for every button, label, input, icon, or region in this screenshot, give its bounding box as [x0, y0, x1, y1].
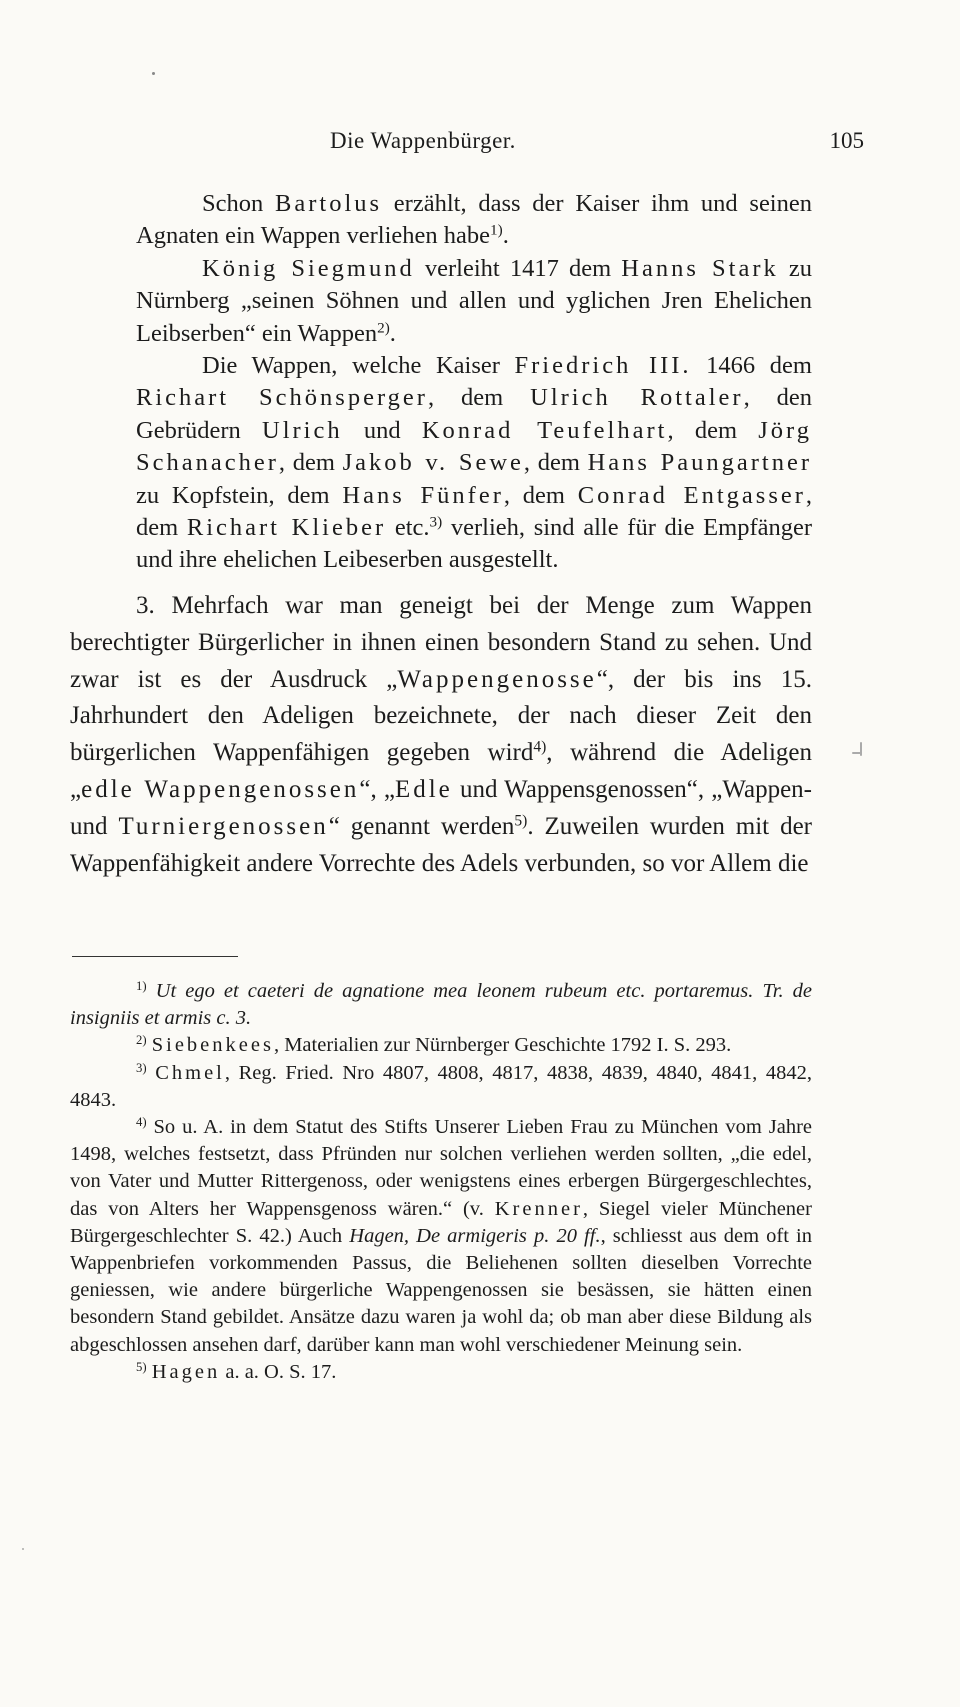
- main-text: [136, 188, 812, 577]
- text-run: verlieh, sind alle für die Empfänger und ihre ehelichen Leibeserben ausgestellt.: [136, 514, 813, 574]
- person-name: Conrad Entgasser: [577, 481, 806, 509]
- paragraph-bartolus: [136, 188, 812, 253]
- footnote-text: Ut ego et caeteri de agnatione mea leonem rubeum etc. portaremus. Tr. de insigniis et armis c. 3.: [70, 980, 813, 1030]
- footnote-5: [70, 1359, 812, 1386]
- author-name: Chmel: [155, 1061, 225, 1084]
- text-run: zu Nürnberg „seinen Söhnen und allen und yglichen Jren Ehelichen Leibserben“ ein Wappen: [136, 254, 812, 347]
- paper-speck: [852, 752, 862, 754]
- author-name: Hagen: [151, 1360, 221, 1383]
- footnote-divider: [72, 956, 238, 957]
- text-run: und: [342, 416, 422, 444]
- footnote-text: a. a. O. S. 17.: [220, 1360, 337, 1383]
- paper-speck: [22, 1548, 24, 1550]
- text-run: , dem: [278, 449, 343, 477]
- spaced-term: Turniergenossen: [118, 812, 329, 840]
- paper-speck: [860, 742, 862, 756]
- text-run: .: [389, 319, 396, 347]
- person-name: Jakob v. Sewe: [342, 449, 524, 477]
- footnotes: [70, 978, 812, 1386]
- footnote-ref: 1): [490, 222, 503, 240]
- footnote-ref: 4): [533, 738, 547, 756]
- text-run: erzählt, dass der Kaiser ihm und seinen Agnaten ein Wappen verliehen habe: [136, 190, 812, 250]
- text-run: , während die Adeligen „: [70, 739, 812, 803]
- author-name: Siebenkees: [151, 1034, 274, 1057]
- person-name: Richart Schönsperger: [136, 384, 428, 412]
- footnote-1: [70, 978, 812, 1032]
- spaced-term: Wappengenosse: [397, 665, 597, 693]
- text-run: 3. Mehrfach war man geneigt bei der Menge zum Wappen berechtigter Bürgerlicher in ihnen einen besondern Stand zu sehen. Und zwar ist es der Ausdruck „: [70, 592, 812, 693]
- text-run: etc.: [386, 514, 430, 542]
- footnote-mark: 4): [136, 1115, 147, 1130]
- person-name: Konrad Teufelhart: [421, 416, 668, 444]
- text-run: Schon: [202, 190, 276, 217]
- footnote-2: [70, 1032, 812, 1059]
- footnote-text: , Siegel vieler Münchener Bürgergeschlechter S. 42.) Auch: [70, 1197, 812, 1247]
- spaced-term: Edle: [394, 775, 453, 803]
- footnote-mark: 5): [136, 1359, 147, 1374]
- paper-speck: [152, 72, 155, 75]
- page-number: 105: [829, 128, 864, 153]
- footnote-ref: 5): [514, 812, 528, 830]
- text-run: zu Kopfstein, dem: [136, 481, 343, 509]
- text-run: , dem: [503, 481, 578, 509]
- page-header: [60, 128, 910, 162]
- text-run: “ genannt werden: [328, 812, 515, 840]
- text-run: . Zuweilen wurden mit der Wappenfähigkeit andere Vorrechte des Adels verbunden, so vor Allem die: [70, 812, 812, 877]
- person-name: Hans Paungartner: [587, 449, 812, 477]
- person-name: Ulrich Rottaler: [530, 384, 744, 412]
- person-name: König Siegmund: [202, 254, 415, 282]
- footnote-mark: 2): [136, 1033, 147, 1048]
- person-name: Jörg Schanacher: [136, 416, 813, 477]
- text-run: , dem: [667, 416, 759, 444]
- text-run: Die Wappen, welche Kaiser: [202, 352, 515, 380]
- footnote-ref: 2): [377, 319, 390, 337]
- person-name: Hanns Stark: [621, 254, 779, 282]
- person-name: Friedrich III.: [514, 352, 692, 380]
- text-run: .: [502, 222, 509, 250]
- paragraph-wappengenosse: [70, 588, 812, 882]
- spaced-term: edle Wappengenossen: [81, 775, 360, 803]
- footnote-mark: 3): [136, 1060, 147, 1075]
- text-run: , dem: [427, 384, 531, 412]
- footnote-3: [70, 1060, 812, 1114]
- paragraph-friedrich: [136, 350, 812, 577]
- text-run: verleiht 1417 dem: [414, 254, 622, 282]
- person-name: Bartolus: [275, 190, 383, 217]
- text-run: “, „: [359, 775, 395, 803]
- footnote-mark: 1): [136, 979, 147, 994]
- author-name: Krenner: [494, 1197, 583, 1220]
- footnote-text: , Materialien zur Nürnberger Geschichte 1792 I. S. 293.: [273, 1034, 732, 1057]
- footnote-text: So u. A. in dem Statut des Stifts Unserer Lieben Frau zu München vom Jahre 1498, welches festsetzt, dass Pfründen nur solchen verliehen werden sollten, „die edel, von Vater und Mutter Rittergenoss, oder wenigstens eines erbergen Bürgergeschlechtes, das von Alters her Wappensgenoss wären.“ (v.: [70, 1116, 812, 1220]
- person-name: Richart Klieber: [186, 514, 387, 542]
- text-run: 1466 dem: [691, 352, 812, 380]
- text-run: , dem: [523, 449, 588, 477]
- running-title: Die Wappenbürger.: [330, 128, 516, 153]
- text-run: , den Gebrüdern: [136, 384, 812, 444]
- footnote-4: [70, 1114, 812, 1359]
- text-run: “, der bis ins 15. Jahrhundert den Adeligen bezeichnete, der nach dieser Zeit den bürgerlichen Wappenfähigen gegeben wird: [70, 665, 812, 767]
- footnote-text: , schliesst aus dem oft in Wappenbriefen vorkommenden Passus, die Beliehenen sollten dieselben Vorrechte geniessen, wie andere bürgerliche Wappengenossen sie besässen, sie hätten einen besondern Stand gebildet. Ansätze dazu waren ja wohl da; ob man aber diese Bildung als abgeschlossen ansehen darf, darüber kann man wohl verschiedener Meinung sein.: [70, 1224, 813, 1356]
- section-3: [70, 588, 812, 882]
- paragraph-siegmund: [136, 253, 812, 350]
- footnote-ref: 3): [429, 513, 443, 531]
- citation-title: Hagen, De armigeris p. 20 ff.: [349, 1224, 601, 1247]
- person-name: Hans Fünfer: [342, 481, 504, 509]
- footnote-text: , Reg. Fried. Nro 4807, 4808, 4817, 4838, 4839, 4840, 4841, 4842, 4843.: [70, 1061, 812, 1111]
- text-run: , dem: [136, 481, 813, 542]
- text-run: und Wappensgenossen“, „Wappen- und: [70, 775, 812, 840]
- person-name: Ulrich: [262, 416, 343, 444]
